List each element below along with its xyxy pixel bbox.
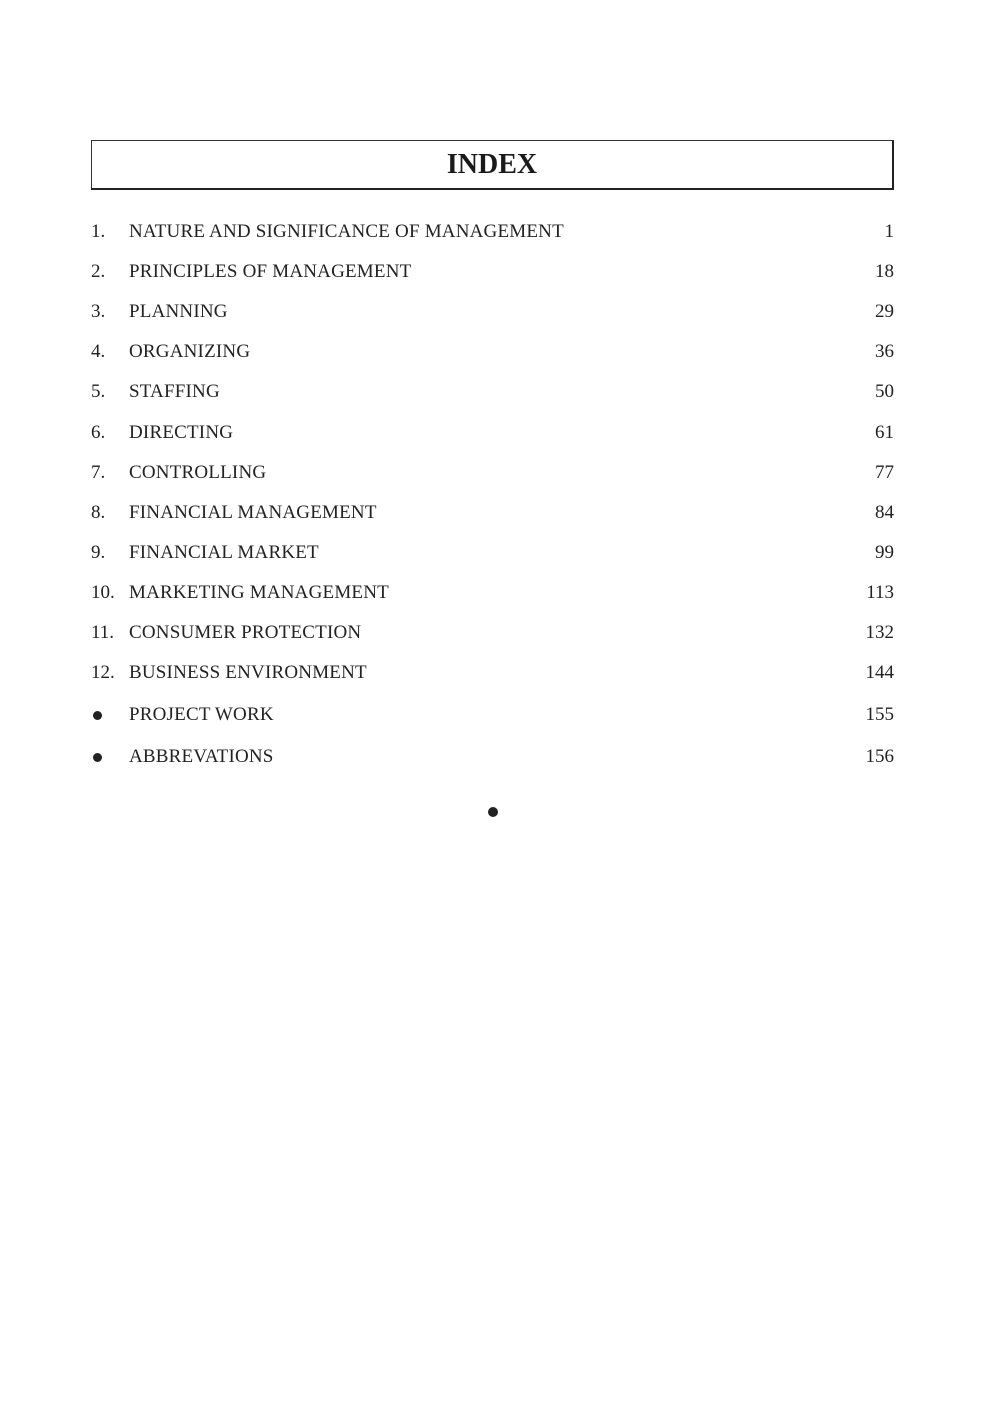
page-title: INDEX bbox=[446, 149, 538, 180]
entry-title: PROJECT WORK bbox=[129, 704, 274, 725]
entry-number: 11. bbox=[91, 622, 115, 643]
entry-number: 3. bbox=[91, 301, 106, 323]
entry-title: PRINCIPLES OF MANAGEMENT bbox=[129, 261, 412, 283]
entry-page: 156 bbox=[865, 746, 894, 767]
index-entry bbox=[91, 380, 894, 404]
end-bullet-icon bbox=[488, 807, 498, 817]
entry-title: MARKETING MANAGEMENT bbox=[129, 581, 389, 603]
index-entry bbox=[91, 260, 894, 284]
entry-title: ABBREVATIONS bbox=[129, 746, 274, 767]
index-entry-extra bbox=[91, 703, 894, 727]
entry-title: FINANCIAL MANAGEMENT bbox=[129, 501, 377, 523]
entry-page: 1 bbox=[884, 221, 894, 242]
index-entry bbox=[91, 220, 894, 244]
entry-number: 9. bbox=[91, 541, 106, 563]
entry-number: 8. bbox=[91, 501, 106, 523]
entry-title: CONTROLLING bbox=[129, 461, 267, 483]
entry-page: 84 bbox=[875, 501, 894, 523]
entry-page: 36 bbox=[875, 341, 894, 363]
entry-page: 77 bbox=[875, 461, 894, 483]
entry-title: STAFFING bbox=[129, 381, 220, 403]
entry-number: 2. bbox=[91, 261, 106, 283]
entry-title: BUSINESS ENVIRONMENT bbox=[129, 662, 367, 684]
entry-title: DIRECTING bbox=[129, 421, 234, 443]
entry-title: CONSUMER PROTECTION bbox=[129, 622, 362, 643]
entry-page: 155 bbox=[865, 704, 894, 725]
index-entry bbox=[91, 340, 894, 364]
entry-page: 132 bbox=[865, 622, 894, 643]
index-entry bbox=[91, 661, 894, 685]
entry-page: 18 bbox=[875, 261, 894, 283]
entry-title: NATURE AND SIGNIFICANCE OF MANAGEMENT bbox=[129, 221, 564, 242]
entry-number: 10. bbox=[91, 581, 115, 603]
index-entry bbox=[91, 501, 894, 525]
entry-title: FINANCIAL MARKET bbox=[129, 541, 319, 563]
bullet-icon bbox=[93, 711, 102, 720]
index-entry-extra bbox=[91, 745, 894, 769]
index-entry bbox=[91, 581, 894, 605]
entry-number: 6. bbox=[91, 421, 106, 443]
entry-page: 99 bbox=[875, 541, 894, 563]
entry-page: 29 bbox=[875, 301, 894, 323]
entry-page: 113 bbox=[866, 581, 894, 603]
index-entry bbox=[91, 461, 894, 485]
entry-page: 50 bbox=[875, 381, 894, 403]
entry-number: 4. bbox=[91, 341, 106, 363]
index-entry bbox=[91, 300, 894, 324]
index-entry bbox=[91, 421, 894, 445]
entry-number: 7. bbox=[91, 461, 106, 483]
entry-title: PLANNING bbox=[129, 301, 228, 323]
entry-page: 144 bbox=[865, 662, 894, 684]
title-box bbox=[91, 140, 894, 190]
index-entry bbox=[91, 621, 894, 645]
entry-page: 61 bbox=[875, 421, 894, 443]
entry-number: 5. bbox=[91, 381, 106, 403]
index-entry bbox=[91, 541, 894, 565]
entry-title: ORGANIZING bbox=[129, 341, 251, 363]
bullet-icon bbox=[93, 753, 102, 762]
entry-number: 12. bbox=[91, 662, 115, 684]
entry-number: 1. bbox=[91, 221, 106, 242]
